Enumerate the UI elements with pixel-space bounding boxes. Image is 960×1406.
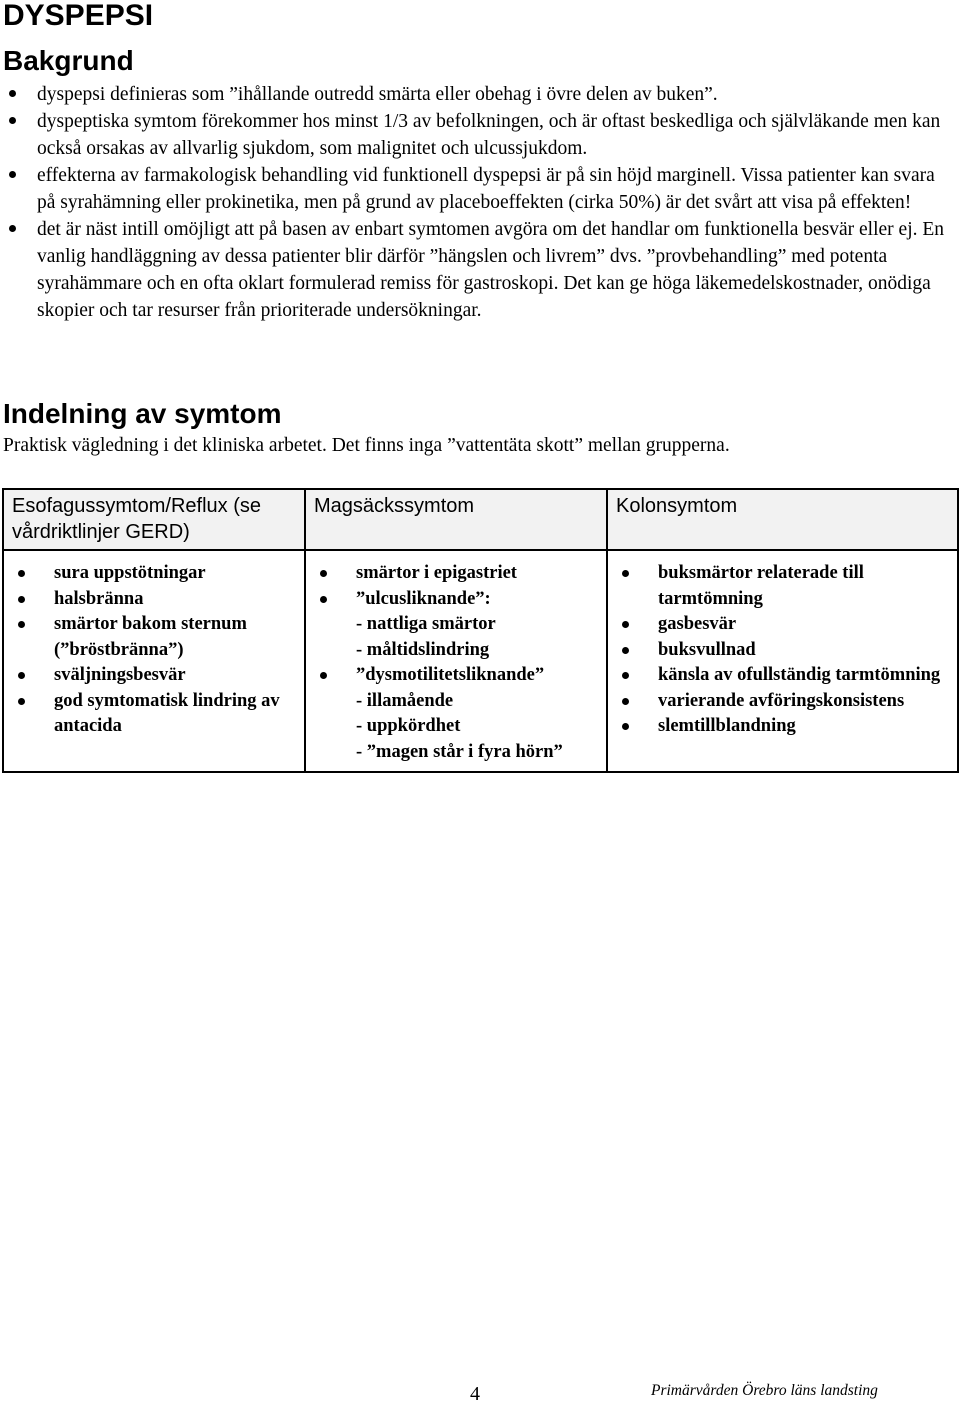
header-esofagus: Esofagussymtom/Reflux (se vårdriktlinjer GERD)	[3, 489, 305, 550]
symptom-item	[612, 612, 953, 638]
bullet-icon	[9, 225, 16, 232]
bakgrund-item	[0, 216, 958, 324]
symptom-text: sväljningsbesvär	[54, 665, 186, 685]
symptom-item	[310, 561, 602, 587]
bullet-icon	[622, 570, 629, 577]
esofagus-list	[8, 561, 300, 740]
symptom-text: varierande avföringskonsistens	[658, 690, 905, 711]
bullet-icon	[18, 698, 25, 705]
symptom-item	[612, 638, 953, 664]
symptom-item	[612, 561, 953, 612]
symptom-subitem	[310, 638, 602, 664]
cell-esofagus	[3, 550, 305, 772]
bullet-icon	[320, 672, 327, 679]
bullet-icon	[9, 171, 16, 178]
section-heading-indelning: Indelning av symtom	[3, 398, 282, 429]
symptom-text: buksmärtor relaterade till tarmtömning	[658, 563, 864, 609]
bullet-icon	[18, 672, 25, 679]
symptom-text: - måltidslindring	[356, 639, 490, 660]
symptom-item	[8, 689, 300, 740]
bullet-icon	[18, 570, 25, 577]
symptom-text: slemtillblandning	[658, 716, 796, 736]
cell-kolon	[607, 550, 958, 772]
symptom-text: ”ulcusliknande”:	[356, 588, 491, 609]
symptom-text: buksvullnad	[658, 639, 756, 660]
symptom-text: - illamående	[356, 690, 454, 711]
symptom-text: smärtor i epigastriet	[356, 563, 517, 583]
bullet-icon	[18, 621, 25, 628]
bullet-icon	[622, 672, 629, 679]
symptom-item	[8, 587, 300, 613]
bakgrund-item-text: det är näst intill omöjligt att på basen av enbart symtomen avgöra om det handlar om funktionella besvär eller ej. En vanlig handläggning av dessa patienter blir därför ”hängslen och livrem” dvs. ”provbehandling” med potenta syrahämmare och en ofta oklart formulerad remiss för gastroskopi. Det kan ge höga läkemedelskostnader, onödiga skopier och tar resurser från prioriterade undersökningar.	[37, 219, 945, 321]
indelning-intro: Praktisk vägledning i det kliniska arbetet. Det finns inga ”vattentäta skott” mellan grupperna.	[3, 435, 730, 456]
symptom-table	[2, 488, 959, 773]
bakgrund-item-text: dyspepsi definieras som ”ihållande outredd smärta eller obehag i övre delen av buken”.	[37, 84, 718, 105]
bullet-icon	[18, 596, 25, 603]
bullet-icon	[622, 723, 629, 730]
header-kolon: Kolonsymtom	[607, 489, 958, 550]
bullet-icon	[622, 698, 629, 705]
symptom-item	[8, 612, 300, 663]
table-row	[3, 550, 958, 772]
symptom-text: smärtor bakom sternum (”bröstbränna”)	[54, 614, 247, 660]
bullet-icon	[320, 570, 327, 577]
header-magsack: Magsäckssymtom	[305, 489, 607, 550]
symptom-subitem	[310, 689, 602, 715]
bakgrund-item-text: dyspeptiska symtom förekommer hos minst 1/3 av befolkningen, och är oftast beskedliga och självläkande men kan också orsakas av allvarlig sjukdom, som malignitet och ulcussjukdom.	[37, 111, 941, 159]
page-title: DYSPEPSI	[3, 0, 154, 32]
bullet-icon	[9, 90, 16, 97]
symptom-text: - uppkördhet	[356, 716, 461, 736]
cell-magsack	[305, 550, 607, 772]
symptom-text: god symtomatisk lindring av antacida	[54, 690, 280, 736]
symptom-item	[612, 689, 953, 715]
footer-organization: Primärvården Örebro läns landsting	[651, 1382, 878, 1399]
symptom-item	[612, 663, 953, 689]
table-header-row	[3, 489, 958, 550]
bullet-icon	[9, 117, 16, 124]
symptom-item	[310, 587, 602, 613]
symptom-text: halsbränna	[54, 588, 144, 609]
symptom-subitem	[310, 612, 602, 638]
bakgrund-item-text: effekterna av farmakologisk behandling vid funktionell dyspepsi är på sin höjd marginell. Vissa patienter kan svara på syrahämning eller prokinetika, men på grund av placeboeffekten (cirka 50%) är det svårt att visa på effekten!	[37, 165, 935, 213]
bullet-icon	[622, 621, 629, 628]
symptom-subitem	[310, 714, 602, 740]
symptom-item	[612, 714, 953, 740]
bakgrund-item	[0, 81, 958, 108]
bakgrund-item	[0, 162, 958, 216]
symptom-text: ”dysmotilitetsliknande”	[356, 665, 545, 685]
bullet-icon	[622, 647, 629, 654]
symptom-item	[310, 663, 602, 689]
bakgrund-item	[0, 108, 958, 162]
section-heading-bakgrund: Bakgrund	[3, 45, 134, 76]
symptom-subitem	[310, 740, 602, 766]
symptom-text: sura uppstötningar	[54, 563, 206, 583]
bakgrund-list	[0, 81, 958, 324]
kolon-list	[612, 561, 953, 740]
bullet-icon	[320, 596, 327, 603]
magsack-list	[310, 561, 602, 765]
symptom-item	[8, 561, 300, 587]
symptom-item	[8, 663, 300, 689]
symptom-text: - ”magen står i fyra hörn”	[356, 741, 563, 762]
symptom-text: - nattliga smärtor	[356, 614, 496, 634]
page-number: 4	[470, 1383, 480, 1405]
symptom-text: gasbesvär	[658, 614, 737, 634]
symptom-text: känsla av ofullständig tarmtömning	[658, 665, 941, 685]
